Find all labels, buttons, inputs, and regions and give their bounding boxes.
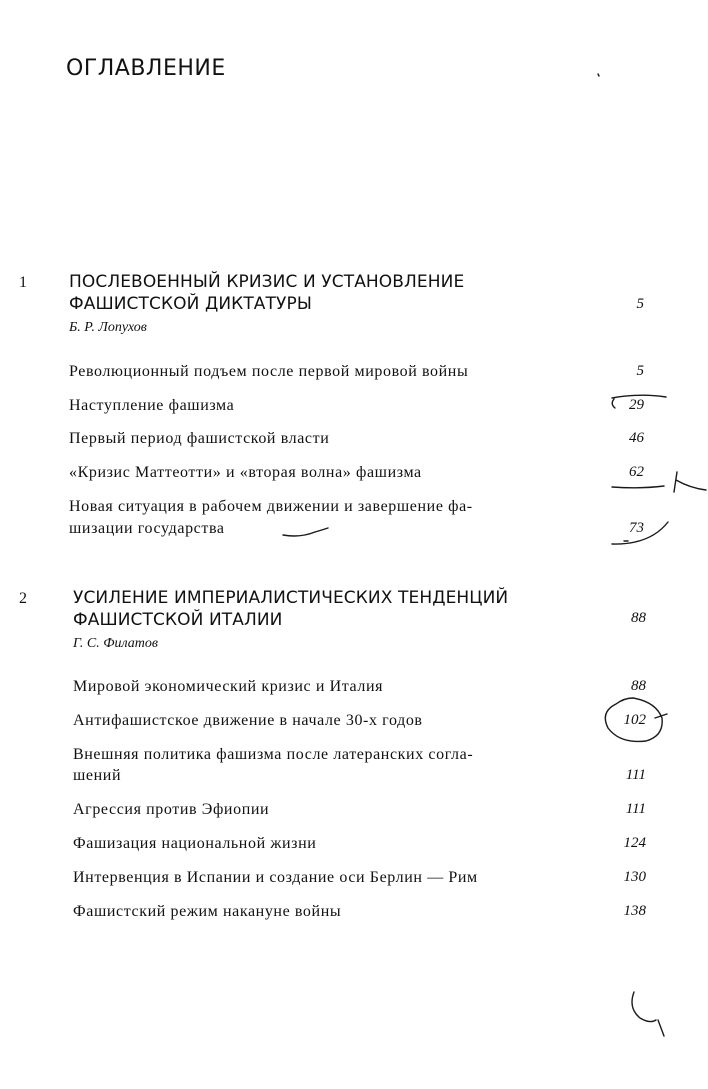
pen-stroke-near-entry bbox=[283, 528, 328, 536]
chapter-1-page: 5 bbox=[636, 296, 644, 312]
toc-page-2-1: 88 bbox=[631, 678, 646, 694]
toc-entry-1-2: Наступление фашизма bbox=[69, 397, 235, 414]
toc-entry-1-4: «Кризис Маттеотти» и «вторая волна» фашизма bbox=[69, 464, 422, 481]
toc-entry-1-1: Революционный подъем после первой мировой войны bbox=[69, 363, 469, 380]
chapter-2-title-line2: ФАШИСТСКОЙ ИТАЛИИ bbox=[73, 610, 283, 630]
toc-entry-1-5-line2: шизации государства bbox=[69, 520, 225, 537]
toc-entry-2-7: Фашистский режим накануне войны bbox=[73, 903, 342, 920]
page-title: ОГЛАВЛЕНИЕ bbox=[66, 56, 226, 81]
stray-dot-top bbox=[598, 74, 599, 76]
toc-entry-2-1: Мировой экономический кризис и Италия bbox=[73, 678, 384, 695]
toc-entry-2-3-line1: Внешняя политика фашизма после латеранских согла- bbox=[73, 746, 474, 763]
toc-page-2-7: 138 bbox=[623, 903, 646, 919]
chapter-2-number: 2 bbox=[19, 590, 27, 607]
toc-page-1-1: 5 bbox=[636, 363, 644, 379]
toc-entry-2-6: Интервенция в Испании и создание оси Берлин — Рим bbox=[73, 869, 478, 886]
toc-page-2-5: 124 bbox=[623, 835, 646, 851]
toc-page-1-3: 46 bbox=[629, 430, 644, 446]
chapter-2-title-line1: УСИЛЕНИЕ ИМПЕРИАЛИСТИЧЕСКИХ ТЕНДЕНЦИЙ bbox=[73, 588, 509, 608]
chapter-1-author: Б. Р. Лопухов bbox=[69, 320, 147, 335]
toc-page-2-4: 111 bbox=[625, 801, 646, 817]
toc-entry-2-4: Агрессия против Эфиопии bbox=[73, 801, 270, 818]
toc-entry-1-3: Первый период фашистской власти bbox=[69, 430, 330, 447]
pen-mark-bottom-corner bbox=[632, 992, 664, 1036]
toc-page-2-2: 102 bbox=[623, 712, 646, 728]
toc-page-1-2: 29 bbox=[629, 397, 644, 413]
chapter-1-number: 1 bbox=[19, 274, 27, 291]
toc-entry-1-5-line1: Новая ситуация в рабочем движении и завершение фа- bbox=[69, 498, 473, 515]
toc-entry-2-2: Антифашистское движение в начале 30-х годов bbox=[73, 712, 423, 729]
toc-page-2-3: 111 bbox=[625, 767, 646, 783]
toc-page-1-4: 62 bbox=[629, 464, 644, 480]
toc-page-2-6: 130 bbox=[623, 869, 646, 885]
chapter-1-title-line2: ФАШИСТСКОЙ ДИКТАТУРЫ bbox=[69, 294, 312, 314]
toc-entry-2-5: Фашизация национальной жизни bbox=[73, 835, 317, 852]
chapter-1-title-line1: ПОСЛЕВОЕННЫЙ КРИЗИС И УСТАНОВЛЕНИЕ bbox=[69, 272, 465, 292]
toc-page-1-5: 73 bbox=[629, 520, 644, 536]
chapter-2-author: Г. С. Филатов bbox=[73, 636, 158, 651]
toc-entry-2-3-line2: шений bbox=[73, 767, 122, 784]
chapter-2-page: 88 bbox=[631, 610, 646, 626]
